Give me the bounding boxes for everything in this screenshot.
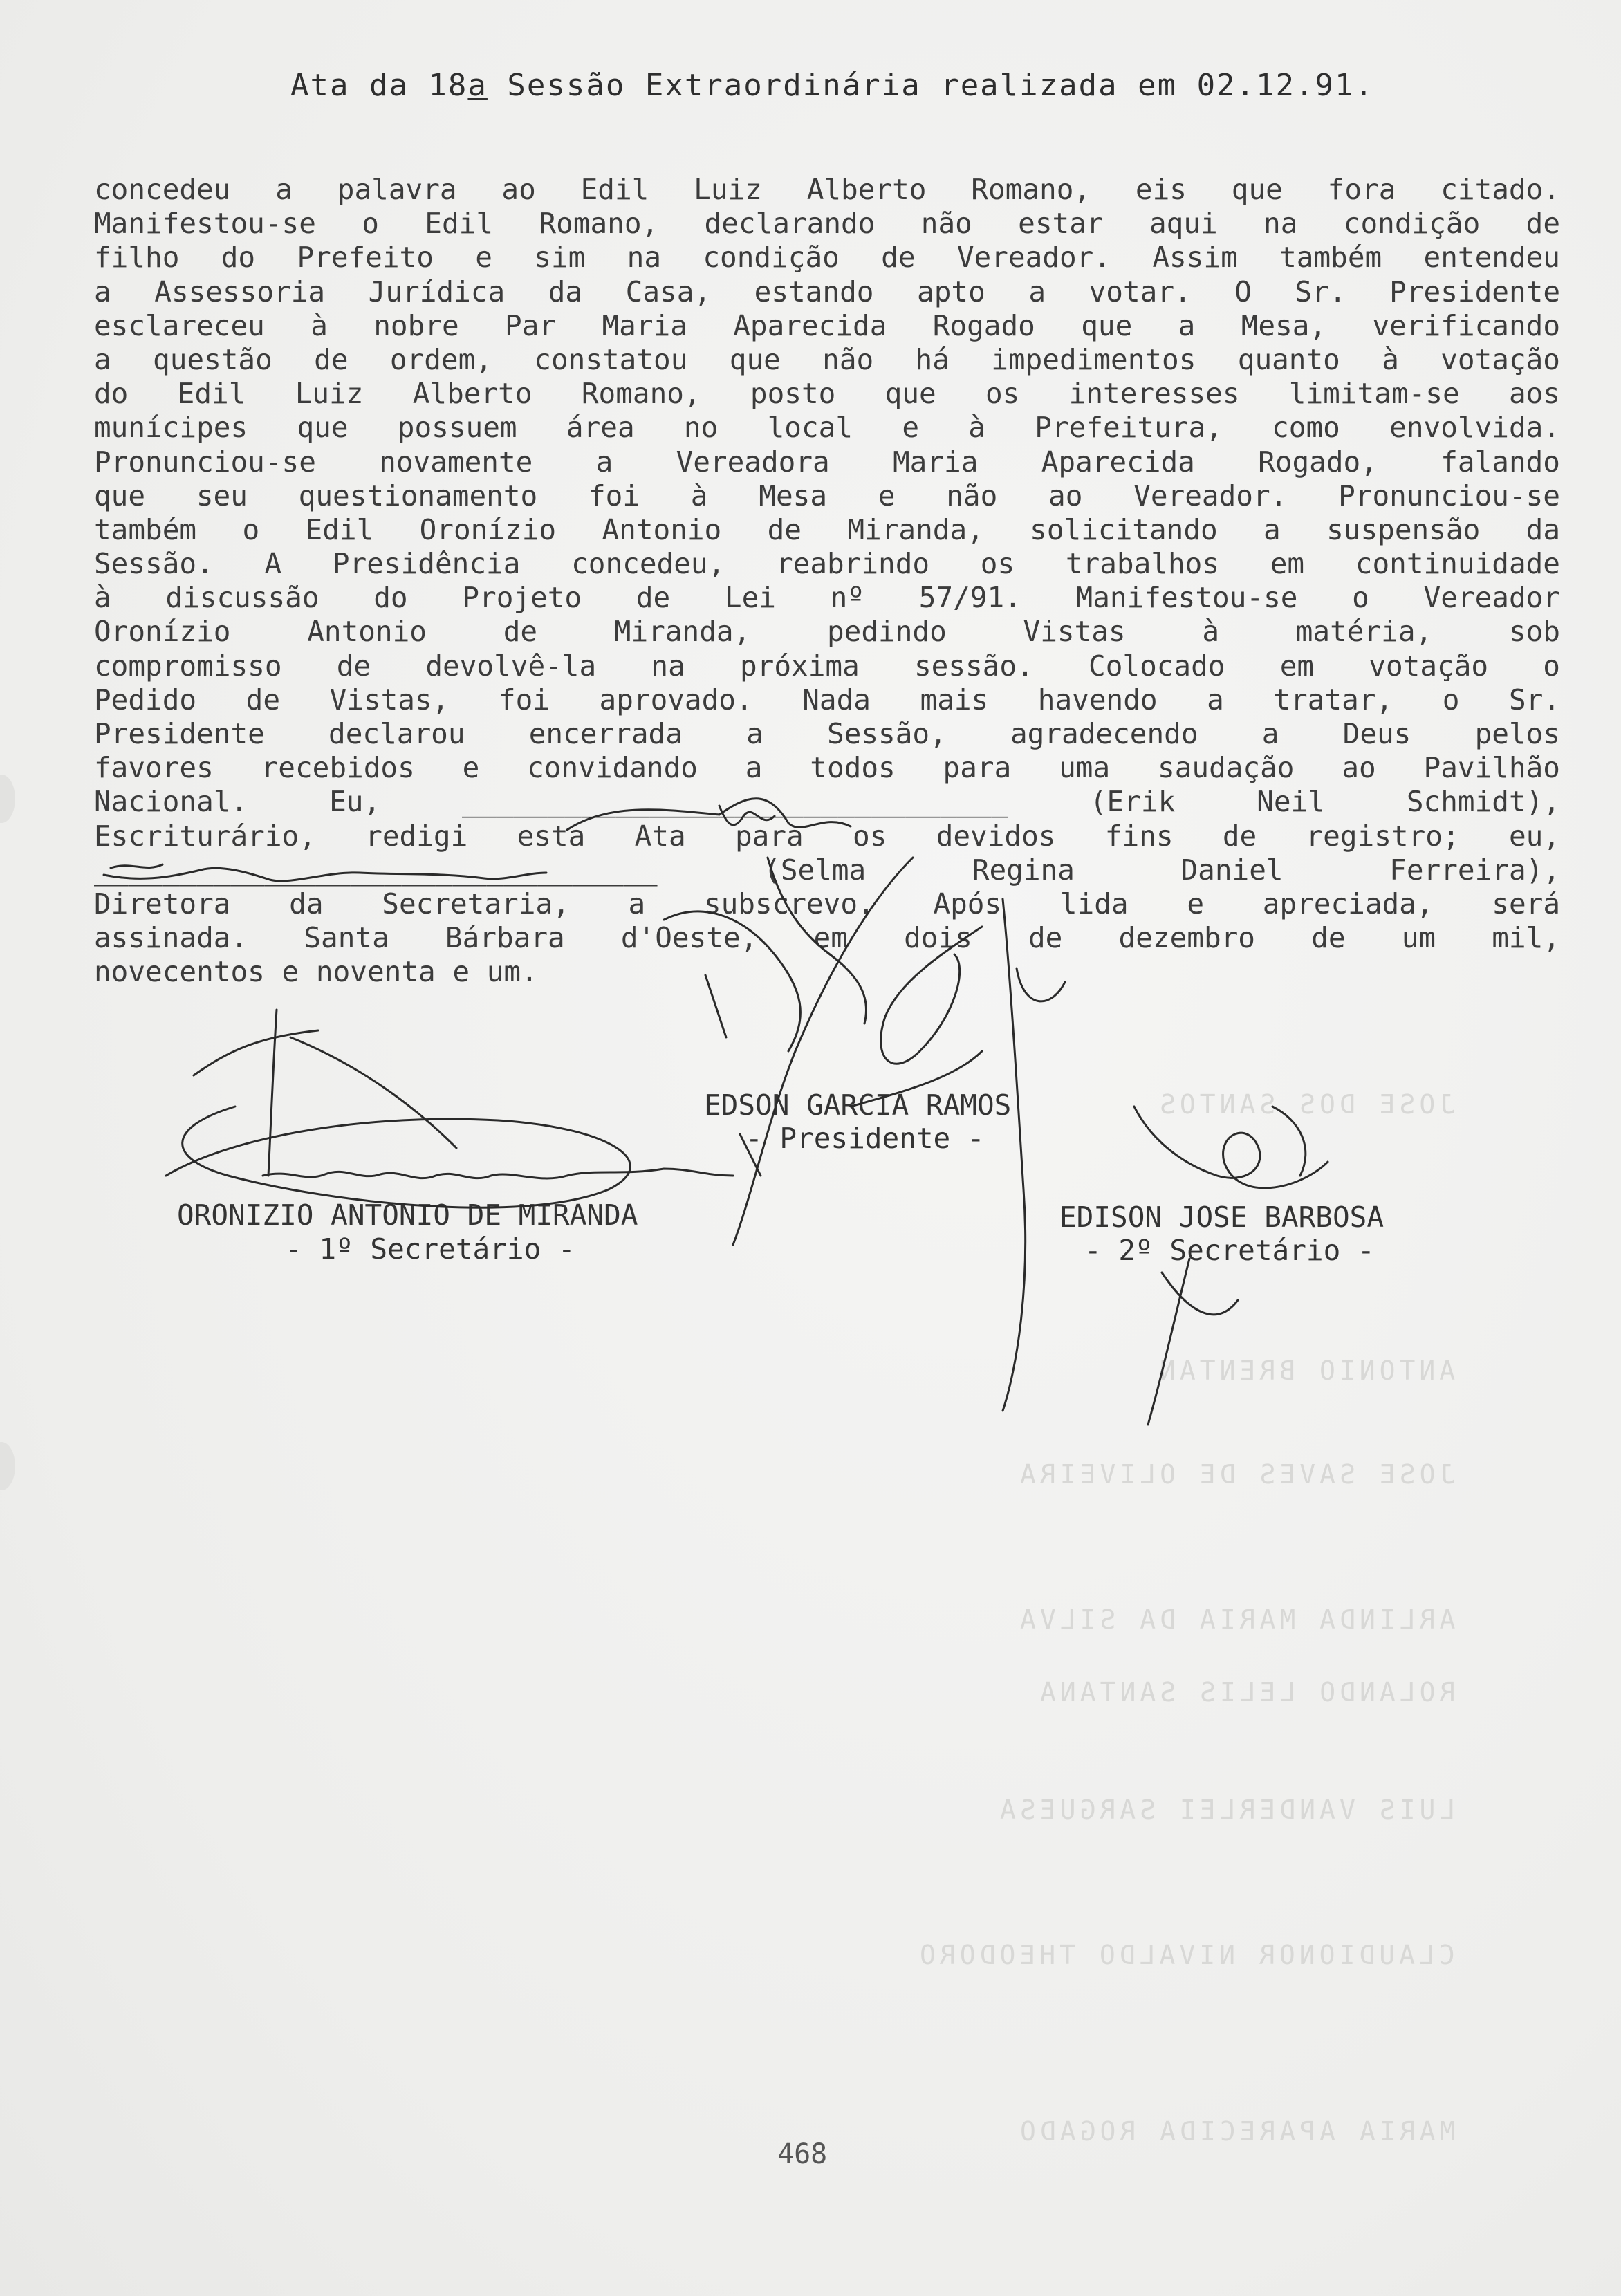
second-secretary-name: EDISON JOSE BARBOSA [1059,1201,1384,1234]
bleed-through-name-4: ARLINDA MARIA DA SILVA [1015,1604,1455,1635]
title-prefix: Ata da 18 [290,68,468,103]
page-number: 468 [777,2138,828,2170]
body-line: Escriturário, redigi esta Ata para os devidos fins de registro; eu, [94,819,1560,853]
body-line: que seu questionamento foi à Mesa e não ao Vereador. Pronunciou-se [94,479,1560,512]
minutes-body [94,173,1560,990]
second-secretary-role: - 2º Secretário - [1084,1234,1375,1267]
body-line: favores recebidos e convidando a todos para uma saudação ao Pavilhão [94,751,1560,785]
body-line: assinada. Santa Bárbara d'Oeste, em dois de dezembro de um mil, [94,921,1560,955]
body-line: Manifestou-se o Edil Romano, declarando não estar aqui na condição de [94,207,1560,241]
president-role: - Presidente - [745,1122,985,1155]
document-title [290,68,1374,103]
body-line: Presidente declarou encerrada a Sessão, agradecendo a Deus pelos [94,717,1560,750]
body-line: a Assessoria Jurídica da Casa, estando apto a votar. O Sr. Presidente [94,275,1560,308]
body-line: Diretora da Secretaria, a subscrevo. Após lida e apreciada, será [94,887,1560,920]
body-line: Oronízio Antonio de Miranda, pedindo Vistas à matéria, sob [94,615,1560,649]
bleed-through-name-1: JOSE DOS SANTOS [1155,1089,1455,1120]
body-line: também o Edil Oronízio Antonio de Miranda, solicitando a suspensão da [94,512,1560,546]
body-line: Pronunciou-se novamente a Vereadora Maria Aparecida Rogado, falando [94,445,1560,479]
bleed-through-name-6: LUIS VANDERLEI SARGUESA [995,1795,1455,1825]
body-line: concedeu a palavra ao Edil Luiz Alberto Romano, eis que fora citado. [94,173,1560,206]
title-ordinal: a [467,68,488,103]
body-line: esclareceu à nobre Par Maria Aparecida Rogado que a Mesa, verificando [94,308,1560,342]
first-secretary-name: ORONIZIO ANTONIO DE MIRANDA [177,1198,638,1232]
body-line: Sessão. A Presidência concedeu, reabrindo os trabalhos em continuidade [94,547,1560,581]
body-line: novecentos e noventa e um. [94,955,538,989]
body-line: Nacional. Eu, ________________________________ (Erik Neil Schmidt), [94,785,1560,819]
title-rest: Sessão Extraordinária realizada em 02.12.91. [487,68,1374,103]
body-line: _________________________________ (Selma Regina Daniel Ferreira), [94,853,1560,887]
body-line: munícipes que possuem área no local e à Prefeitura, como envolvida. [94,411,1560,445]
body-line: do Edil Luiz Alberto Romano, posto que os interesses limitam-se aos [94,377,1560,411]
president-name: EDSON GARCIA RAMOS [704,1089,1012,1122]
first-secretary-role: - 1º Secretário - [285,1232,575,1266]
bleed-through-name-5: ROLANDO LELIS SANTANA [1035,1677,1455,1707]
bleed-through-name-7: CLAUDIONOR NIVALDO THEODORO [916,1940,1455,1970]
body-line: filho do Prefeito e sim na condição de Vereador. Assim também entendeu [94,241,1560,275]
bleed-through-name-8: MARIA APARECIDA ROGADO [1015,2116,1455,2147]
body-line: à discussão do Projeto de Lei nº 57/91. Manifestou-se o Vereador [94,581,1560,615]
bleed-through-name-2: ANTONIO BRENTAN [1155,1355,1455,1386]
body-line: compromisso de devolvê-la na próxima sessão. Colocado em votação o [94,649,1560,683]
body-line: Pedido de Vistas, foi aprovado. Nada mais havendo a tratar, o Sr. [94,683,1560,716]
bleed-through-name-3: JOSE SAVES DE OLIVEIRA [1015,1459,1455,1490]
body-line: a questão de ordem, constatou que não há impedimentos quanto à votação [94,342,1560,376]
